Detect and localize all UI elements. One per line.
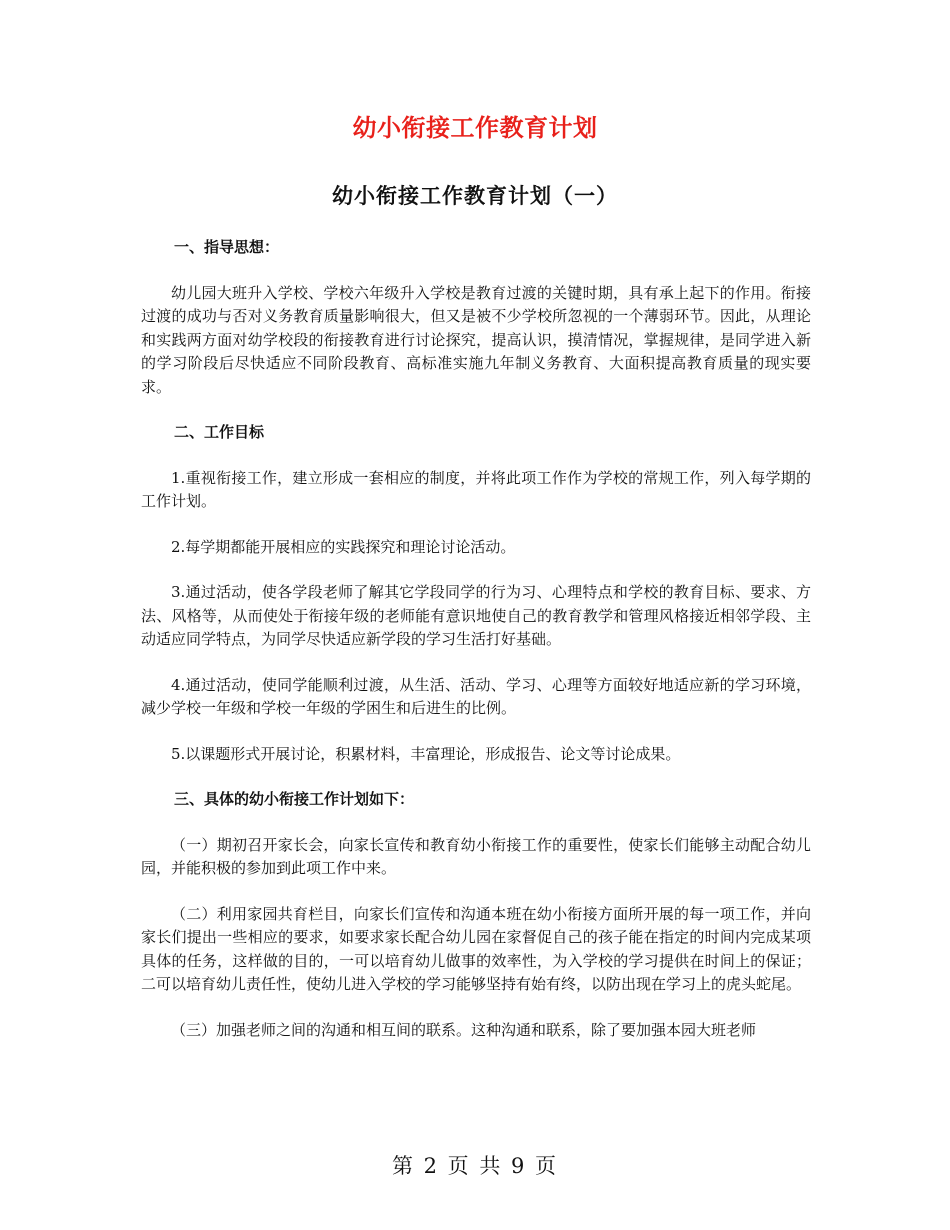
paragraph: （二）利用家园共育栏目，向家长们宣传和沟通本班在幼小衔接方面所开展的每一项工作，并向家长们提出一些相应的要求，如要求家长配合幼儿园在家督促自己的孩子能在指定的时间内完成某项具体的任务，这样做的目的，一可以培育幼儿做事的效率性，为入学校的学习提供在时间上的保证；二可以培育幼儿责任性，使幼儿进入学校的学习能够坚持有始有终，以防出现在学习上的虎头蛇尾。: [141, 904, 811, 993]
paragraph: （三）加强老师之间的沟通和相互间的联系。这种沟通和联系，除了要加强本园大班老师: [171, 1020, 757, 1039]
paragraph: （一）期初召开家长会，向家长宣传和教育幼小衔接工作的重要性，使家长们能够主动配合幼儿园，并能积极的参加到此项工作中来。: [141, 835, 811, 877]
document-subtitle: 幼小衔接工作教育计划（一）: [332, 184, 618, 208]
paragraph: 幼儿园大班升入学校、学校六年级升入学校是教育过渡的关键时期，具有承上起下的作用。衔接过渡的成功与否对义务教育质量影响很大，但又是被不少学校所忽视的一个薄弱环节。因此，从理论和实践两方面对幼学校段的衔接教育进行讨论探究，提高认识，摸清情况，掌握规律，是同学进入新的学习阶段后尽快适应不同阶段教育、高标准实施九年制义务教育、大面积提高教育质量的现实要求。: [141, 283, 811, 396]
paragraph: 3.通过活动，使各学段老师了解其它学段同学的行为习、心理特点和学校的教育目标、要求、方法、风格等，从而使处于衔接年级的老师能有意识地使自己的教育教学和管理风格接近相邻学段、主动适应同学特点，为同学尽快适应新学段的学习生活打好基础。: [141, 583, 811, 648]
paragraph: 2.每学期都能开展相应的实践探究和理论讨论活动。: [171, 537, 516, 556]
paragraph: 1.重视衔接工作，建立形成一套相应的制度，并将此项工作作为学校的常规工作，列入每学期的工作计划。: [141, 468, 811, 510]
document-body: [141, 236, 811, 1042]
document-title: 幼小衔接工作教育计划: [352, 114, 598, 142]
paragraph: 4.通过活动，使同学能顺利过渡，从生活、活动、学习、心理等方面较好地适应新的学习环境，减少学校一年级和学校一年级的学困生和后进生的比例。: [141, 675, 811, 717]
section-heading-guiding-ideology: 一、指导思想：: [174, 238, 280, 256]
section-heading-work-goals: 二、工作目标: [174, 423, 265, 441]
page-number-footer: 第 2 页 共 9 页: [391, 1154, 559, 1178]
paragraph: 5.以课题形式开展讨论，积累材料，丰富理论，形成报告、论文等讨论成果。: [171, 744, 681, 763]
section-heading-plan: 三、具体的幼小衔接工作计划如下：: [174, 790, 415, 808]
